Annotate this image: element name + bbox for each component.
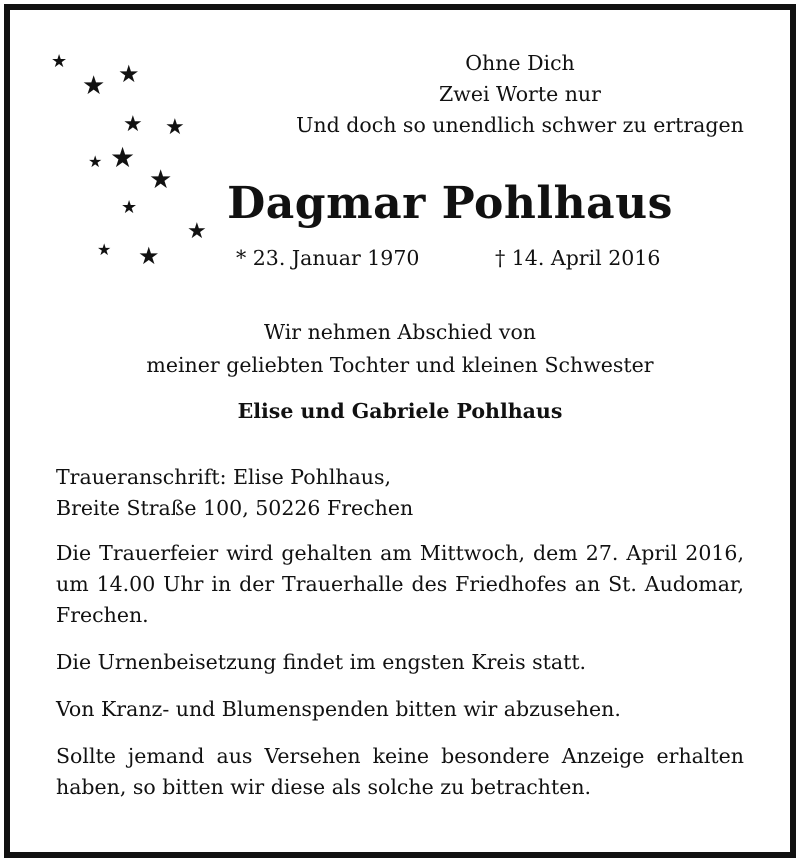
notice-body: [56, 462, 744, 803]
poem: [290, 48, 750, 141]
ceremony-info: Die Trauerfeier wird gehalten am Mittwoch, dem 27. April 2016, um 14.00 Uhr in der Trauerhalle des Friedhofes an St. Audomar, Frechen.: [56, 541, 744, 627]
flowers-request: Von Kranz- und Blumenspenden bitten wir abzusehen.: [56, 697, 621, 721]
star-icon: ★: [123, 112, 143, 137]
death-date: † 14. April 2016: [495, 246, 661, 270]
star-icon: ★: [138, 242, 160, 270]
star-icon: ★: [118, 60, 140, 88]
star-icon: ★: [121, 197, 138, 218]
mourners-names: Elise und Gabriele Pohlhaus: [237, 399, 563, 423]
mourning-address-line: Breite Straße 100, 50226 Frechen: [56, 496, 414, 520]
star-icon: ★: [187, 219, 207, 244]
star-icon: ★: [51, 51, 68, 72]
urn-burial-info: Die Urnenbeisetzung findet im engsten Kreis statt.: [56, 650, 587, 674]
poem-line: Zwei Worte nur: [439, 82, 601, 106]
star-icon: ★: [165, 115, 185, 140]
farewell-line: Wir nehmen Abschied von: [264, 320, 536, 344]
star-icon: ★: [88, 152, 103, 171]
farewell-text: [100, 316, 700, 382]
birth-date: * 23. Januar 1970: [236, 246, 420, 270]
poem-line: Ohne Dich: [465, 51, 575, 75]
notice-request: Sollte jemand aus Versehen keine besondere Anzeige erhalten haben, so bitten wir diese als solche zu betrachten.: [56, 744, 744, 799]
star-icon: ★: [149, 165, 173, 195]
star-icon: ★: [82, 71, 106, 101]
farewell-line: meiner geliebten Tochter und kleinen Schwester: [146, 353, 654, 377]
star-icon: ★: [110, 141, 136, 174]
mourning-address-line: Traueranschrift: Elise Pohlhaus,: [56, 465, 392, 489]
star-icon: ★: [97, 240, 112, 259]
poem-line: Und doch so unendlich schwer zu ertragen: [296, 113, 744, 137]
deceased-name: Dagmar Pohlhaus: [227, 178, 673, 229]
